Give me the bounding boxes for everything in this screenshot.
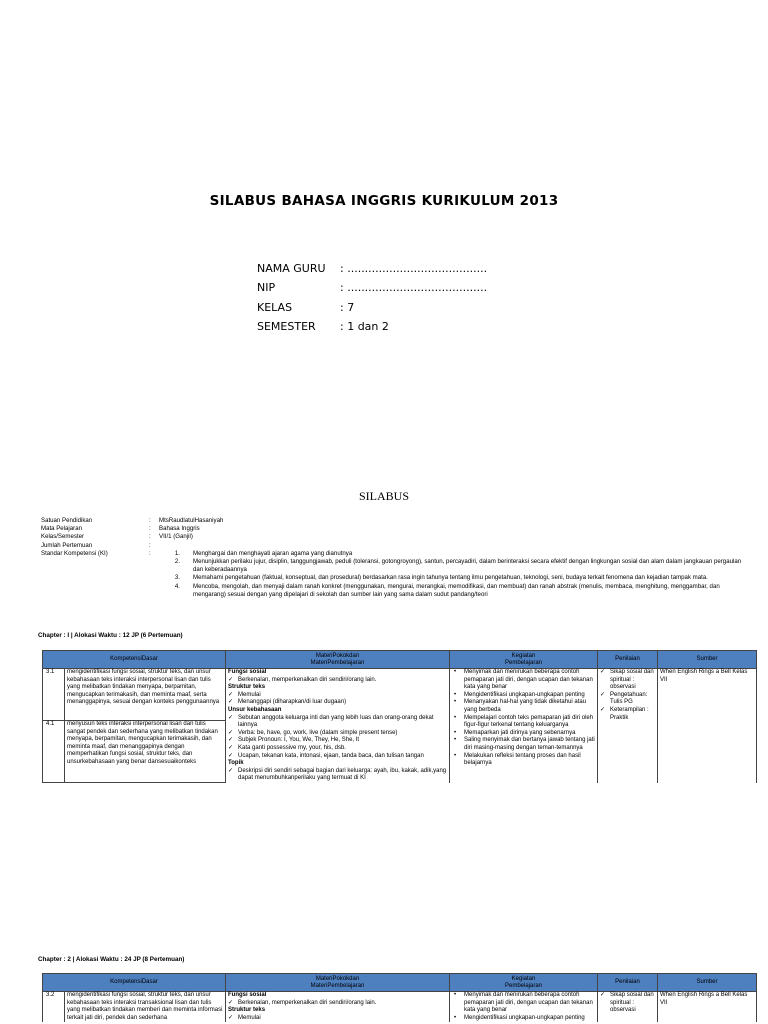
ki-number: 3. xyxy=(174,574,180,582)
ki-item xyxy=(159,550,751,558)
materi-topik-list xyxy=(228,768,447,783)
header-materi-line1: MateriPokokdan xyxy=(315,975,360,982)
header-kegiatan xyxy=(450,651,598,669)
kegiatan-cell xyxy=(450,992,598,1023)
syllabus-table-chapter-2 xyxy=(42,973,757,1022)
list-item xyxy=(452,753,595,768)
check-icon: ✓ xyxy=(228,767,234,774)
identity-label: Satuan Pendidikan xyxy=(41,517,93,524)
semester-label: SEMESTER xyxy=(257,320,316,334)
list-item-text: Berkenalan, memperkenalkan diri sendiri/orang lain. xyxy=(238,999,377,1006)
identity-value: Bahasa Inggris xyxy=(159,525,200,533)
identity-row xyxy=(41,525,751,533)
check-icon: ✓ xyxy=(600,706,606,713)
list-item-text: Verba: be, have, go, work, live (dalam simple present tense) xyxy=(238,729,398,736)
header-penilaian: Penilaian xyxy=(598,651,658,669)
header-materi-line2: MateriPembelajaran xyxy=(310,982,365,989)
ki-item xyxy=(159,583,751,599)
header-materi xyxy=(226,651,450,669)
check-icon: ✓ xyxy=(228,1014,234,1021)
list-item xyxy=(452,715,595,730)
materi-struktur-list xyxy=(228,692,447,707)
header-sumber: Sumber xyxy=(658,651,757,669)
header-materi-line2: MateriPembelajaran xyxy=(310,659,365,666)
list-item-text: Menyimak dan menirukan beberapa contoh pemaparan jati diri, dengan ucapan dan tekanan kata yang benar xyxy=(464,992,593,1014)
document-title: SILABUS BAHASA INGGRIS KURIKULUM 2013 xyxy=(209,193,559,209)
chapter-2-title: Chapter : 2 | Alokasi Waktu : 24 JP (8 Pertemuan) xyxy=(38,956,185,963)
bullet-icon: • xyxy=(454,699,457,706)
list-item xyxy=(228,745,447,753)
teacher-info-row xyxy=(257,278,487,297)
header-kegiatan-line2: Pembelajaran xyxy=(505,659,543,666)
header-kd: KompetensiDasar xyxy=(43,974,226,992)
class-value: : 7 xyxy=(340,300,355,314)
check-icon: ✓ xyxy=(228,699,234,706)
list-item-text: Memaparkan jati dirinya yang sebenarnya xyxy=(464,729,576,736)
ki-text: Memahami pengetahuan (faktual, konseptual, dan prosedural) berdasarkan rasa ingin tahunya tentang ilmu pengetahuan, teknologi, seni, budaya terkait fenomena dan kejadian tampak mata. xyxy=(193,574,708,582)
ki-container xyxy=(159,550,751,599)
list-item-text: Memulai xyxy=(238,691,261,698)
identity-colon: : xyxy=(149,525,151,533)
list-item xyxy=(228,1000,447,1008)
kegiatan-list xyxy=(452,669,595,768)
list-item-text: Kata ganti possessive my, your, his, dsb. xyxy=(238,744,346,751)
bullet-icon: • xyxy=(454,1014,457,1021)
identity-value: VII/1 (Ganjil) xyxy=(159,533,193,541)
header-kegiatan xyxy=(450,974,598,992)
penilaian-list xyxy=(600,992,655,1015)
identity-row xyxy=(41,550,751,599)
chapter-1-title: Chapter : I | Alokasi Waktu : 12 JP (6 Pertemuan) xyxy=(38,632,183,639)
identity-row xyxy=(41,542,751,550)
list-item-text: Deskripsi diri sendiri sebagai bagian dari keluarga: ayah, ibu, kakak, adik,yang dapat menumbuhkanperilaku yang termuat di KI xyxy=(238,767,447,782)
teacher-info xyxy=(257,259,487,336)
materi-fungsi-title: Fungsi sosial xyxy=(228,992,267,998)
list-item xyxy=(600,669,655,692)
check-icon: ✓ xyxy=(228,714,234,721)
list-item xyxy=(228,737,447,745)
identity-row xyxy=(41,533,751,541)
identity-section xyxy=(41,517,751,599)
list-item-text: Mempelajari contoh teks pemaparan jati diri oleh figur-figur terkenal tentang keluarganya xyxy=(464,714,594,729)
header-kd: KompetensiDasar xyxy=(43,651,226,669)
table-row xyxy=(43,992,757,1023)
class-label: KELAS xyxy=(257,300,293,314)
bullet-icon: • xyxy=(454,669,457,675)
ki-number: 2. xyxy=(174,558,180,566)
check-icon: ✓ xyxy=(600,992,606,998)
identity-label: Jumlah Pertemuan xyxy=(41,541,93,549)
ki-text: Menghargai dan menghayati ajaran agama yang dianutnya xyxy=(193,549,353,557)
kd-number: 4.1 xyxy=(43,721,65,783)
kd-text: mengidentifikasi fungsi sosial, struktur teks, dan unsur kebahasaan teks interaksi interpersonal lisan dan tulis yang melibatkan tindakan menyapa, berpamitan, mengucapkan terimakasih, dan meminta maaf, serta menanggapinya, sesuai dengan konteks penggunaannya xyxy=(65,669,226,721)
identity-colon: : xyxy=(149,549,151,557)
kegiatan-cell xyxy=(450,669,598,783)
kegiatan-list xyxy=(452,992,595,1022)
ki-item xyxy=(159,574,751,582)
materi-fungsi-list xyxy=(228,1000,447,1008)
check-icon: ✓ xyxy=(228,691,234,698)
materi-fungsi-list xyxy=(228,677,447,685)
materi-struktur-title: Struktur teks xyxy=(228,1007,266,1014)
list-item xyxy=(600,992,655,1015)
list-item-text: Menanggapi (diharapkan/di luar dugaan) xyxy=(238,699,347,706)
list-item xyxy=(228,699,447,707)
header-sumber: Sumber xyxy=(658,974,757,992)
check-icon: ✓ xyxy=(228,676,234,683)
ki-number: 4. xyxy=(174,582,180,590)
header-penilaian: Penilaian xyxy=(598,974,658,992)
list-item xyxy=(228,768,447,783)
kd-number: 3.2 xyxy=(43,992,65,1023)
materi-struktur-list xyxy=(228,1015,447,1023)
materi-cell xyxy=(226,669,450,783)
identity-value xyxy=(159,542,751,550)
list-item-text: Menanyakan hal-hal yang tidak diketahui atau yang berbeda xyxy=(464,699,587,713)
list-item-text: Menyimak dan menirukan beberapa contoh pemaparan jati diri, dengan ucapan dan tekanan kata yang benar xyxy=(464,669,593,691)
list-item-text: Ucapan, tekanan kata, intonasi, ejaan, tanda baca, dan tulisan tangan xyxy=(238,752,424,759)
header-kegiatan-line1: Kegiatan xyxy=(511,975,536,982)
list-item xyxy=(452,1015,595,1023)
materi-cell xyxy=(226,992,450,1023)
list-item-text: Sebutan anggota keluarga inti dan yang lebih luas dan orang-orang dekat lainnya xyxy=(238,714,434,729)
check-icon: ✓ xyxy=(600,669,606,675)
check-icon: ✓ xyxy=(600,691,606,698)
penilaian-cell xyxy=(598,992,658,1023)
list-item xyxy=(452,669,595,692)
list-item-text: Melakukan refleksi tentang proses dan hasil belajarnya xyxy=(464,752,581,767)
list-item xyxy=(228,753,447,761)
list-item-text: Memulai xyxy=(238,1014,261,1021)
ki-text: Mencoba, mengolah, dan menyaji dalam ranah konkret (menggunakan, mengurai, merangkai, memodifikasi, dan membuat) dan ranah abstrak (menulis, membaca, menghitung, menggambar, dan mengarang) sesuai dengan yang dipelajari di sekolah dan sumber lain yang sama dalam sudut pandang/teori xyxy=(193,582,720,598)
header-materi-line1: MateriPokokdan xyxy=(315,652,360,659)
check-icon: ✓ xyxy=(228,737,234,744)
list-item-text: Mengidentifikasi ungkapan-ungkapan penting xyxy=(464,1014,585,1021)
list-item-text: Sikap sosial dan spiritual : observasi xyxy=(610,669,654,691)
list-item xyxy=(452,692,595,700)
list-item xyxy=(600,692,655,707)
check-icon: ✓ xyxy=(228,744,234,751)
header-kegiatan-line1: Kegiatan xyxy=(511,652,536,659)
bullet-icon: • xyxy=(454,752,457,759)
materi-struktur-title: Struktur teks xyxy=(228,684,266,691)
kd-text: menyusun teks interaksi interpersonal lisan dan tulis sangat pendek dan sederhana yang melibatkan tindakan menyapa, berpamitan, mengucapkan terimakasih, dan meminta maaf, dan menanggapinya dengan memperhatikan fungsi sosial, struktur teks, dan unsurkebahasaan yang benar dansesuaikonteks xyxy=(65,721,226,783)
semester-value: : 1 dan 2 xyxy=(340,320,389,334)
teacher-name-label: NAMA GURU xyxy=(257,262,326,276)
list-item xyxy=(452,737,595,752)
materi-unsur-list xyxy=(228,715,447,761)
list-item-text: Mengidentifikasi ungkapan-ungkapan penting xyxy=(464,691,585,698)
header-materi xyxy=(226,974,450,992)
silabus-heading: SILABUS xyxy=(358,489,409,503)
list-item xyxy=(452,699,595,714)
nip-label: NIP xyxy=(257,281,276,295)
bullet-icon: • xyxy=(454,992,457,998)
list-item-text: Berkenalan, memperkenalkan diri sendiri/orang lain. xyxy=(238,676,377,683)
check-icon: ✓ xyxy=(228,729,234,736)
check-icon: ✓ xyxy=(228,999,234,1006)
header-kegiatan-line2: Pembelajaran xyxy=(505,982,543,989)
list-item xyxy=(452,992,595,1015)
identity-colon: : xyxy=(149,517,151,524)
penilaian-list xyxy=(600,669,655,722)
teacher-info-row xyxy=(257,317,487,336)
bullet-icon: • xyxy=(454,691,457,698)
ki-number: 1. xyxy=(174,549,180,557)
bullet-icon: • xyxy=(454,714,457,721)
teacher-info-row xyxy=(257,259,487,278)
list-item xyxy=(600,707,655,722)
table-row xyxy=(43,669,757,721)
syllabus-table-chapter-1 xyxy=(42,650,757,783)
materi-topik-title: Topik xyxy=(228,760,244,767)
bullet-icon: • xyxy=(454,729,457,736)
list-item-text: Sikap sosial dan spiritual : observasi xyxy=(610,992,654,1014)
list-item xyxy=(228,730,447,738)
table-header-row xyxy=(43,974,757,992)
table-header-row xyxy=(43,651,757,669)
identity-colon: : xyxy=(149,541,151,549)
list-item-text: Pengetahuan: Tulis PG xyxy=(610,691,648,706)
list-item xyxy=(228,715,447,730)
list-item xyxy=(452,730,595,738)
materi-unsur-title: Unsur kebahasaan xyxy=(228,706,282,713)
ki-text: Menunjukkan perilaku jujur, disiplin, tanggungjawab, peduli (toleransi, gotongroyong), santun, percayadiri, dalam berinteraksi secara efektif dengan lingkungan sosial dan alam dalam jangkauan pergaulan dan keberadaannya xyxy=(193,558,742,574)
list-item xyxy=(228,1015,447,1023)
kd-number: 3.1 xyxy=(43,669,65,721)
bullet-icon: • xyxy=(454,737,457,744)
list-item-text: Subjek Pronoun: I, You, We, They, He, She, It xyxy=(238,737,360,744)
check-icon: ✓ xyxy=(228,752,234,759)
identity-colon: : xyxy=(149,533,151,541)
list-item xyxy=(228,677,447,685)
nip-value: : ........................................ xyxy=(340,281,488,295)
sumber-cell: When English Rings a Bell Kelas VII xyxy=(658,669,757,783)
penilaian-cell xyxy=(598,669,658,783)
identity-label: Standar Kompetensi (KI) xyxy=(41,549,108,557)
identity-label: Mata Pelajaran xyxy=(41,525,82,533)
teacher-name-value: : ........................................ xyxy=(340,262,488,276)
identity-row xyxy=(41,517,751,525)
ki-item xyxy=(159,558,751,574)
teacher-info-row xyxy=(257,298,487,317)
list-item-text: Saling menyimak dan bertanya jawab tentang jati diri masing-masing dengan teman-temannya xyxy=(464,737,595,751)
sumber-cell: When English Rings a Bell Kelas VII xyxy=(658,992,757,1023)
identity-label: Kelas/Semester xyxy=(41,533,85,541)
list-item xyxy=(228,692,447,700)
materi-fungsi-title: Fungsi sosial xyxy=(228,669,267,675)
list-item-text: Keterampilan : Praktik xyxy=(610,706,649,721)
kd-text: mengidentifikasi fungsi sosial, struktur teks, dan unsur kebahasaan teks interaksi transaksional lisan dan tulis yang melibatkan tindakan memberi dan meminta informasi terkait jati diri, pendek dan sederhana xyxy=(65,992,226,1023)
identity-value: MtsRaudlatulHasaniyah xyxy=(159,517,224,524)
ki-list xyxy=(159,550,751,599)
